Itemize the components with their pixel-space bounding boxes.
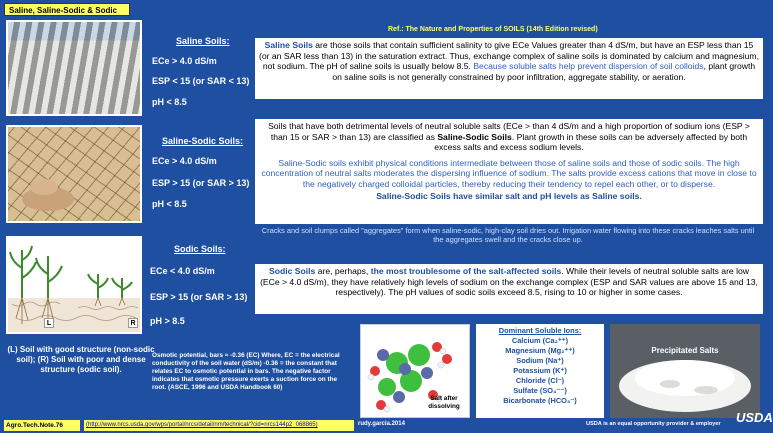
precip-label: Precipitated Salts xyxy=(651,346,719,355)
saline-sodic-paragraph-2 xyxy=(259,158,759,190)
saline-sodic-esp: ESP > 15 (or SAR > 13) xyxy=(152,178,250,188)
sodic-text-b: . While their levels of neutral soluble salts are low (ECe > 4.0 dS/m), they have relatively high levels of sodium on the exchange complex (ESP and SAR values are above 15 and 13, respectively). The pH values of sodic soils exceed 8.5, rising to 10 or higher in some cases. xyxy=(260,266,758,298)
saline-sodic-text-b: . Plant growth in these soils can be adversely affected by both excess salts and excess sodium levels. xyxy=(434,131,748,153)
equal-opportunity-note: USDA is an equal opportunity provider & employer xyxy=(586,421,721,427)
ion-item: Sulfate (SO₄⁻⁻) xyxy=(513,386,567,395)
saline-term: Saline Soils xyxy=(264,40,313,50)
plant-label-right: R xyxy=(128,318,138,328)
ion-item: Calcium (Ca₂⁺⁺) xyxy=(511,336,569,345)
saline-sodic-ece: ECe > 4.0 dS/m xyxy=(152,156,217,166)
molecule-label: Salt after dissolving xyxy=(428,395,460,410)
saline-sodic-description xyxy=(255,119,763,224)
precipitated-salts-photo xyxy=(610,324,760,418)
saline-sodic-text-2: soils exhibit physical conditions intermediate between those of saline soils and those of sodic soils. The high concentration of neutral salts moderates the dispersing influence of sodium. The salts provide excess cations that move in close to the negatively charged colloidal particles, thereby reducing their tendency to repel each other, or to disperse. xyxy=(261,157,757,189)
saline-sodic-paragraph-1 xyxy=(259,121,759,153)
reference-citation: Ref.: The Nature and Properties of SOILS (14th Edition revised) xyxy=(388,26,598,33)
tech-note-badge: Agro.Tech.Note.76 xyxy=(4,420,80,431)
ion-item: Bicarbonate (HCO₃⁻) xyxy=(503,396,577,405)
saline-sodic-heading: Saline-Sodic Soils: xyxy=(162,136,244,146)
sodic-ph: pH > 8.5 xyxy=(150,316,185,326)
saline-field-photo xyxy=(6,20,142,116)
usda-logo: USDA xyxy=(736,410,773,425)
saline-sodic-summary: Saline-Sodic Soils have similar salt and pH levels as Saline soils. xyxy=(376,190,642,201)
ion-item: Potassium (K⁺) xyxy=(513,366,567,375)
page-title: Saline, Saline-Sodic & Sodic xyxy=(4,3,130,16)
saline-text: are those soils that contain sufficient salinity to give ECe Values greater than 4 dS/m, but have an ESP less than 15 (or an SAR less than 13) in the saturation extract. Thus, exchange complex of saline soils is dominated by calcium and magnesium, not sodium. The pH of saline soils is usually below 8.5. xyxy=(259,40,759,72)
sodic-heading: Sodic Soils: xyxy=(174,244,226,254)
hand-icon xyxy=(8,127,140,221)
sodic-esp: ESP > 15 (or SAR > 13) xyxy=(150,292,248,302)
corn-plants-icon xyxy=(8,238,140,332)
source-link[interactable]: (http://www.nrcs.usda.gov/wps/portal/nrcs/detail/nm/technical/?cid=nrcs144p2_068865) xyxy=(84,420,354,431)
saline-highlight: Because soluble salts help prevent dispersion of soil colloids xyxy=(473,61,704,72)
salt-molecule-illustration xyxy=(360,324,470,418)
ion-item: Sodium (Na⁺) xyxy=(516,356,564,365)
saline-sodic-ph: pH < 8.5 xyxy=(152,199,187,209)
author-credit: rudy.garcia.2014 xyxy=(358,421,405,427)
saline-sodic-term: Saline-Sodic Soils xyxy=(437,131,512,142)
saline-sodic-text-a: Soils that have both detrimental levels of neutral soluble salts (ECe > than 4 dS/m and a high proportion of sodium ions (ESP > than 15 or SAR > than 13) are classified as xyxy=(268,121,750,142)
saline-esp: ESP < 15 (or SAR < 13) xyxy=(152,76,250,86)
ion-item: Magnesium (Mg₂⁺⁺) xyxy=(505,346,575,355)
sodic-description xyxy=(255,264,763,314)
ion-item: Chloride (Cl⁻) xyxy=(515,376,565,385)
sodic-term: Sodic Soils xyxy=(269,266,316,276)
plants-illustration xyxy=(6,236,142,334)
saline-text-end: , plant growth on saline soils is not generally constrained by poor infiltration, aggregate stability, or aeration. xyxy=(332,61,756,82)
saline-description xyxy=(255,38,763,99)
saline-heading: Saline Soils: xyxy=(176,36,230,46)
ions-heading: Dominant Soluble Ions: xyxy=(498,326,582,335)
salt-pile-icon xyxy=(610,324,760,418)
sodic-text-a: are, perhaps, xyxy=(315,266,371,276)
cracked-soil-photo xyxy=(6,125,142,223)
saline-sodic-term-2: Saline-Sodic xyxy=(278,157,327,168)
sodic-highlight: the most troublesome of the salt-affected soils xyxy=(370,266,562,276)
plant-label-left: L xyxy=(44,318,54,328)
osmotic-formula: Osmotic potential, bars ≈ -0.36 (EC) Where, EC = the electrical conductivity of the soil water (dS/m) -0.36 = the constant that relates EC to osmotic potential in bars. The negative factor indicates that osmotic pressure exerts a suction force on the root. (ASCE, 1996 and USDA Handbook 60) xyxy=(152,352,340,391)
saline-ece: ECe > 4.0 dS/m xyxy=(152,56,217,66)
sodic-ece: ECe < 4.0 dS/m xyxy=(150,266,215,276)
plants-caption: (L) Soil with good structure (non-sodic soil); (R) Soil with poor and dense structure (sodic soil). xyxy=(7,345,155,374)
cracks-note: Cracks and soil clumps called "aggregates" form when saline-sodic, high-clay soil dries out. Irrigation water flowing into these cracks leaches salts until the aggregates swell and the cracks close up. xyxy=(261,226,755,244)
saline-ph: pH < 8.5 xyxy=(152,97,187,107)
soluble-ions-list xyxy=(476,324,604,418)
